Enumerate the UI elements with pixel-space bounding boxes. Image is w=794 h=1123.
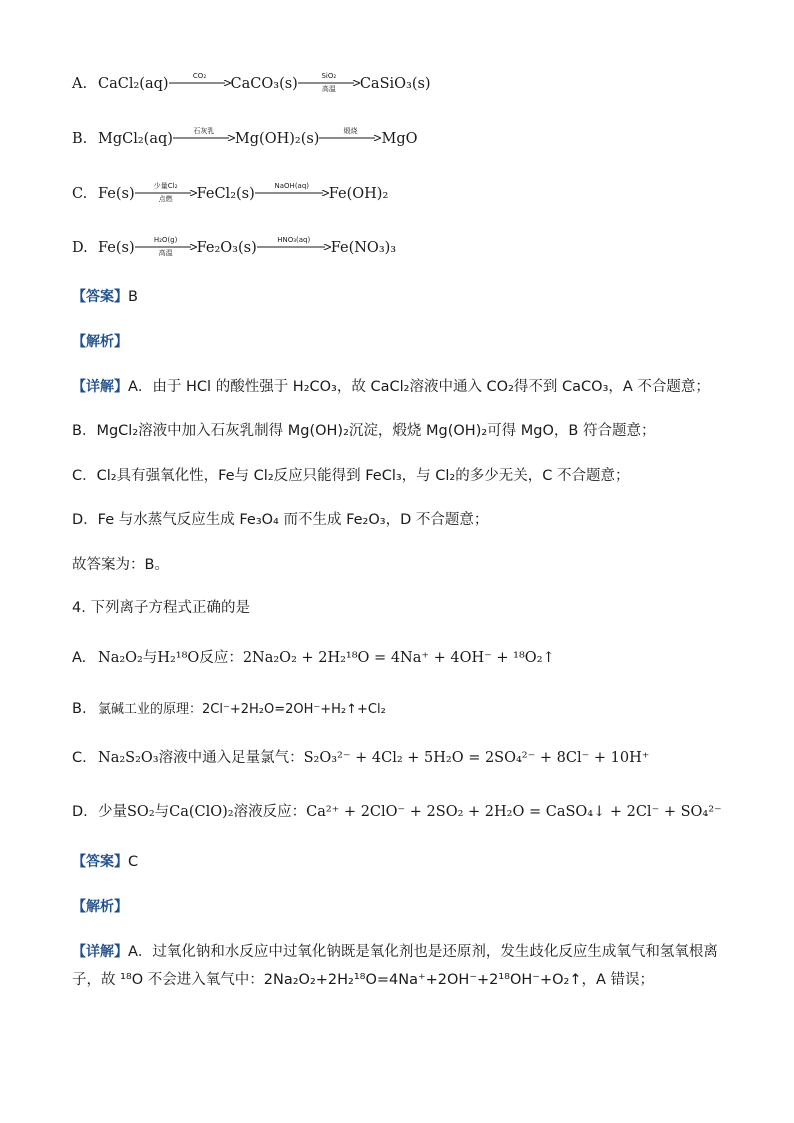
analysis-tag: 【解析】 xyxy=(72,899,128,915)
q3-detail-c: C．Cl₂具有强氧化性，Fe与 Cl₂反应只能得到 FeCl₃，与 Cl₂的多少无关，C 不合题意； xyxy=(72,468,630,484)
option-label: B. xyxy=(72,701,87,717)
option-text: 少量SO₂与Ca(ClO)₂溶液反应：Ca²⁺ + 2ClO⁻ + 2SO₂ + 2H₂O = CaSO₄↓ + 2Cl⁻ + SO₄²⁻ xyxy=(98,804,722,820)
q3-answer xyxy=(72,287,138,307)
arrow-condition: CO₂ xyxy=(192,72,207,80)
q4-option-c xyxy=(72,748,649,768)
option-text: Na₂S₂O₃溶液中通入足量氯气：S₂O₃²⁻ + 4Cl₂ + 5H₂O = 2SO₄²⁻ + 8Cl⁻ + 10H⁺ xyxy=(98,750,650,766)
formula-product: Fe(NO₃)₃ xyxy=(330,240,397,256)
detail-tag: 【详解】 xyxy=(72,379,128,395)
reaction-arrow xyxy=(169,72,231,92)
q4-answer xyxy=(72,852,138,872)
answer-value: C xyxy=(128,854,139,870)
detail-tag: 【详解】 xyxy=(72,944,128,960)
formula-product: MgO xyxy=(381,131,418,147)
reaction-arrow xyxy=(255,182,329,202)
option-label: C. xyxy=(72,186,88,202)
option-label: D. xyxy=(72,240,88,256)
q3-option-d xyxy=(72,236,396,258)
q3-detail-d: D．Fe 与水蒸气反应生成 Fe₃O₄ 而不生成 Fe₂O₃，D 不合题意； xyxy=(72,512,489,528)
formula-intermediate: FeCl₂(s) xyxy=(196,186,255,202)
answer-tag: 【答案】 xyxy=(72,854,128,870)
arrow-condition: NaOH(aq) xyxy=(274,182,310,190)
formula-product: CaSiO₃(s) xyxy=(359,76,431,92)
q3-option-c xyxy=(72,182,388,204)
answer-value: B xyxy=(128,289,138,305)
formula-reactant: CaCl₂(aq) xyxy=(98,76,169,92)
option-label: A. xyxy=(72,650,87,666)
formula-reactant: Fe(s) xyxy=(98,240,135,256)
formula-intermediate: CaCO₃(s) xyxy=(230,76,298,92)
reaction-arrow xyxy=(173,127,235,147)
option-label: B. xyxy=(72,131,88,147)
arrow-condition: SiO₂ xyxy=(321,72,337,80)
q4-option-d xyxy=(72,802,722,822)
q4-stem: 4. 下列离子方程式正确的是 xyxy=(72,600,250,616)
q4-option-b xyxy=(72,699,386,720)
reaction-arrow xyxy=(319,127,381,147)
q4-detail-a xyxy=(72,938,732,994)
detail-text: A．由于 HCl 的酸性强于 H₂CO₃，故 CaCl₂溶液中通入 CO₂得不到 CaCO₃，A 不合题意； xyxy=(128,379,710,395)
arrow-condition: 煅烧 xyxy=(343,127,358,135)
q3-option-b xyxy=(72,127,418,149)
arrow-condition: 点燃 xyxy=(158,195,173,203)
reaction-arrow xyxy=(135,182,197,202)
arrow-condition: HNO₃(aq) xyxy=(277,236,311,244)
answer-tag: 【答案】 xyxy=(72,289,128,305)
reaction-arrow xyxy=(135,236,197,256)
q4-option-a xyxy=(72,648,555,668)
formula-product: Fe(OH)₂ xyxy=(328,186,389,202)
arrow-condition: 高温 xyxy=(158,249,173,257)
arrow-condition: 石灰乳 xyxy=(193,127,215,135)
q3-detail-b: B．MgCl₂溶液中加入石灰乳制得 Mg(OH)₂沉淀，煅烧 Mg(OH)₂可得 MgO，B 符合题意； xyxy=(72,423,656,439)
q3-conclusion: 故答案为：B。 xyxy=(72,557,169,573)
formula-intermediate: Mg(OH)₂(s) xyxy=(234,131,320,147)
arrow-condition: 少量Cl₂ xyxy=(153,182,178,190)
q3-option-a xyxy=(72,72,431,94)
reaction-arrow xyxy=(257,236,331,256)
analysis-tag: 【解析】 xyxy=(72,334,128,350)
detail-text: A．过氧化钠和水反应中过氧化钠既是氧化剂也是还原剂，发生歧化反应生成氧气和氢氧根离子，故 ¹⁸O 不会进入氧气中：2Na₂O₂+2H₂¹⁸O=4Na⁺+2OH⁻+2¹⁸OH⁻+O₂↑，A 错误； xyxy=(72,944,718,988)
option-text: Na₂O₂与H₂¹⁸O反应：2Na₂O₂ + 2H₂¹⁸O = 4Na⁺ + 4OH⁻ + ¹⁸O₂↑ xyxy=(98,650,555,666)
formula-reactant: MgCl₂(aq) xyxy=(98,131,173,147)
formula-intermediate: Fe₂O₃(s) xyxy=(196,240,257,256)
q3-detail-a xyxy=(72,377,710,397)
q3-analysis-heading xyxy=(72,332,128,352)
option-label: A. xyxy=(72,76,88,92)
option-label: D. xyxy=(72,804,88,820)
reaction-arrow xyxy=(298,72,360,92)
option-label: C. xyxy=(72,750,87,766)
q4-analysis-heading xyxy=(72,897,128,917)
option-text: 氯碱工业的原理：2Cl⁻+2H₂O=2OH⁻+H₂↑+Cl₂ xyxy=(98,702,386,717)
formula-reactant: Fe(s) xyxy=(98,186,135,202)
arrow-condition: H₂O(g) xyxy=(153,236,178,244)
arrow-condition: 高温 xyxy=(321,85,336,93)
